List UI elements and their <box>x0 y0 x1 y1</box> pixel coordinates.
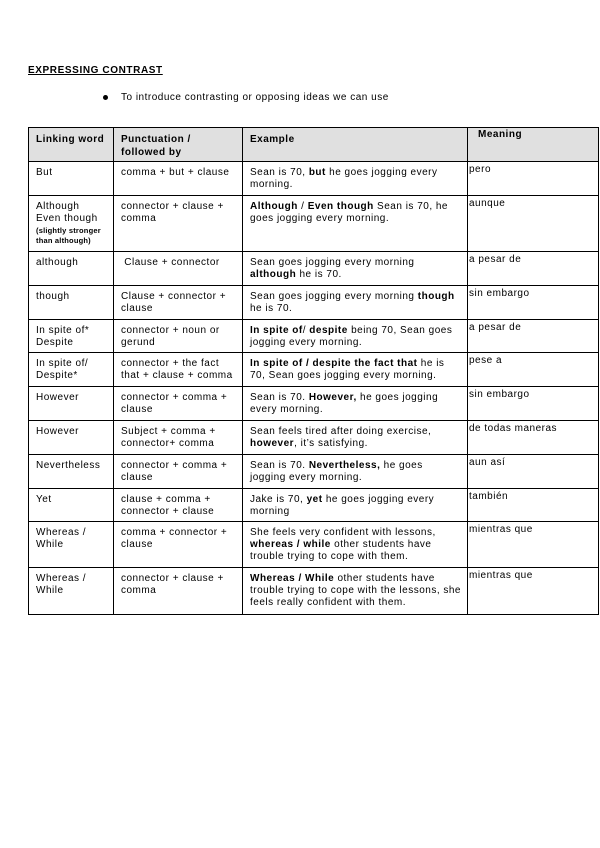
punctuation-text: connector + noun or gerund <box>121 325 224 348</box>
punctuation-cell <box>114 286 243 320</box>
example-text: / <box>302 325 310 336</box>
example-line <box>250 201 465 213</box>
punctuation-text: connector + comma + clause <box>121 392 231 415</box>
linking-word: Even though <box>36 213 98 224</box>
example-cell <box>243 522 468 568</box>
example-text: he is <box>417 358 445 369</box>
punctuation-text: connector + clause + comma <box>121 201 228 224</box>
table-row <box>29 568 599 615</box>
linking-word-cell <box>29 489 114 522</box>
table-row <box>29 489 599 522</box>
linking-word-cell <box>29 286 114 320</box>
example-line <box>250 213 465 225</box>
contrast-table <box>28 127 599 615</box>
meaning-cell <box>468 489 599 522</box>
example-text: he goes jogging <box>356 392 439 403</box>
punctuation-text: connector + the fact that + clause + comma <box>121 358 233 381</box>
linking-word-cell <box>29 252 114 286</box>
meaning-text: a pesar de <box>469 254 522 265</box>
example-keyword: In spite of / despite the fact that <box>250 358 418 369</box>
example-keyword: though <box>417 291 455 302</box>
example-line <box>250 303 465 315</box>
punctuation-cell <box>114 252 243 286</box>
meaning-text: de todas maneras <box>469 423 558 434</box>
linking-word: Yet <box>36 494 52 505</box>
example-keyword: However, <box>308 392 357 403</box>
linking-word: Nevertheless <box>36 460 101 471</box>
meaning-cell <box>468 455 599 489</box>
example-line <box>250 167 465 179</box>
meaning-text: a pesar de <box>469 322 522 333</box>
linking-word: However <box>36 392 79 403</box>
punctuation-cell <box>114 320 243 353</box>
punctuation-cell <box>114 353 243 387</box>
linking-word: In spite of* <box>36 325 90 336</box>
linking-word-cell <box>29 421 114 455</box>
example-line <box>250 370 465 382</box>
linking-word: though <box>36 291 70 302</box>
example-text: jogging every morning. <box>250 337 363 348</box>
meaning-text: pese a <box>469 355 503 366</box>
example-line <box>250 269 465 281</box>
linking-word: However <box>36 426 79 437</box>
punctuation-text: comma + connector + clause <box>121 527 231 550</box>
punctuation-cell <box>114 387 243 421</box>
example-line <box>250 358 465 370</box>
example-line <box>250 337 465 349</box>
example-text: Sean goes jogging every morning <box>250 291 418 302</box>
example-keyword: but <box>308 167 326 178</box>
linking-word-cell <box>29 353 114 387</box>
meaning-cell <box>468 522 599 568</box>
header-meaning: Meaning <box>468 128 599 162</box>
example-cell <box>243 568 468 615</box>
example-text: Sean feels tired after doing exercise, <box>250 426 432 437</box>
table-header <box>29 128 599 162</box>
example-keyword: Although <box>250 201 298 212</box>
meaning-text: sin embargo <box>469 389 530 400</box>
table-row <box>29 320 599 353</box>
example-line <box>250 585 465 597</box>
example-text: goes jogging every morning. <box>250 213 390 224</box>
example-keyword: whereas / while <box>250 539 331 550</box>
example-line <box>250 527 465 539</box>
meaning-cell <box>468 286 599 320</box>
example-line <box>250 472 465 484</box>
meaning-text: mientras que <box>469 570 533 581</box>
table-row <box>29 522 599 568</box>
example-text: jogging every morning. <box>250 472 363 483</box>
example-cell <box>243 252 468 286</box>
example-text: / <box>297 201 308 212</box>
meaning-cell <box>468 568 599 615</box>
punctuation-text: comma + but + clause <box>121 167 230 178</box>
example-line <box>250 494 465 506</box>
meaning-text: también <box>469 491 509 502</box>
linking-word-cell <box>29 522 114 568</box>
example-text: Sean goes jogging every morning <box>250 257 415 268</box>
meaning-cell <box>468 162 599 196</box>
punctuation-cell <box>114 162 243 196</box>
table-row <box>29 455 599 489</box>
example-cell <box>243 489 468 522</box>
linking-word-cell <box>29 455 114 489</box>
example-text: morning. <box>250 179 293 190</box>
example-line <box>250 325 465 337</box>
table-header-row <box>29 128 599 162</box>
example-cell <box>243 353 468 387</box>
meaning-text: sin embargo <box>469 288 530 299</box>
punctuation-cell <box>114 455 243 489</box>
punctuation-text: connector + clause + comma <box>121 573 228 596</box>
linking-word: Despite* <box>36 370 78 381</box>
header-linking-word: Linking word <box>29 128 114 162</box>
example-text: Sean is 70. <box>250 392 309 403</box>
example-text: he is 70. <box>250 303 293 314</box>
example-text: , it’s satisfying. <box>294 438 368 449</box>
linking-word-cell <box>29 568 114 615</box>
punctuation-text: clause + comma + connector + clause <box>121 494 215 517</box>
example-keyword: although <box>250 269 297 280</box>
example-text: Jake is 70, <box>250 494 307 505</box>
table-row <box>29 252 599 286</box>
linking-word: Although <box>36 201 80 212</box>
intro-text: To introduce contrasting or opposing ideas we can use <box>121 92 389 103</box>
example-keyword: however <box>250 438 295 449</box>
meaning-cell <box>468 353 599 387</box>
linking-word: While <box>36 585 64 596</box>
linking-word: although <box>36 257 79 268</box>
example-keyword: Nevertheless, <box>308 460 381 471</box>
punctuation-cell <box>114 489 243 522</box>
example-text: he goes jogging every <box>322 494 435 505</box>
example-line <box>250 539 465 551</box>
punctuation-text: Subject + comma + connector+ comma <box>121 426 219 449</box>
example-text: 70, Sean goes jogging every morning. <box>250 370 437 381</box>
example-cell <box>243 162 468 196</box>
example-keyword: In spite of <box>250 325 303 336</box>
punctuation-cell <box>114 522 243 568</box>
example-line <box>250 438 465 450</box>
example-text: Sean is 70. <box>250 460 309 471</box>
linking-word: While <box>36 539 64 550</box>
meaning-cell <box>468 252 599 286</box>
page-title: EXPRESSING CONTRAST <box>28 65 163 76</box>
example-text: Sean is 70, he <box>373 201 448 212</box>
table-row <box>29 353 599 387</box>
example-cell <box>243 387 468 421</box>
bullet-icon <box>103 95 108 100</box>
header-example: Example <box>243 128 468 162</box>
example-line <box>250 597 465 609</box>
linking-word: In spite of/ <box>36 358 89 369</box>
linking-word: Whereas / <box>36 527 87 538</box>
meaning-text: aun así <box>469 457 506 468</box>
punctuation-text: Clause + connector + clause <box>121 291 230 314</box>
punctuation-cell <box>114 421 243 455</box>
punctuation-text: connector + comma + clause <box>121 460 231 483</box>
linking-word-cell <box>29 196 114 252</box>
linking-word-cell <box>29 387 114 421</box>
example-line <box>250 551 465 563</box>
example-line <box>250 291 465 303</box>
example-text: every morning. <box>250 404 324 415</box>
example-text: he goes jogging every <box>325 167 438 178</box>
example-text: trouble trying to cope with them. <box>250 551 409 562</box>
table-row <box>29 286 599 320</box>
example-line <box>250 506 465 518</box>
example-text: he is 70. <box>296 269 342 280</box>
example-line <box>250 392 465 404</box>
linking-word: Whereas / <box>36 573 87 584</box>
meaning-cell <box>468 320 599 353</box>
table-row <box>29 162 599 196</box>
example-text: other students have <box>330 539 432 550</box>
example-text: morning <box>250 506 290 517</box>
header-punctuation: Punctuation / followed by <box>114 128 243 162</box>
linking-word-cell <box>29 162 114 196</box>
linking-word-cell <box>29 320 114 353</box>
meaning-text: pero <box>469 164 492 175</box>
meaning-text: aunque <box>469 198 506 209</box>
table-row <box>29 421 599 455</box>
example-text: other students have <box>334 573 435 584</box>
punctuation-text: Clause + connector <box>121 257 220 268</box>
example-keyword: despite <box>309 325 348 336</box>
meaning-cell <box>468 387 599 421</box>
punctuation-cell <box>114 196 243 252</box>
example-text: he goes <box>380 460 423 471</box>
usage-note: (slightly stronger than although) <box>36 226 101 245</box>
example-line <box>250 404 465 416</box>
example-text: Sean is 70, <box>250 167 309 178</box>
example-keyword: Whereas / While <box>250 573 335 584</box>
meaning-cell <box>468 421 599 455</box>
example-text: She feels very confident with lessons, <box>250 527 436 538</box>
punctuation-cell <box>114 568 243 615</box>
example-keyword: Even though <box>307 201 374 212</box>
example-line <box>250 426 465 438</box>
linking-word: Despite <box>36 337 74 348</box>
meaning-cell <box>468 196 599 252</box>
example-cell <box>243 455 468 489</box>
example-cell <box>243 286 468 320</box>
table-row <box>29 196 599 252</box>
linking-word: But <box>36 167 53 178</box>
example-cell <box>243 320 468 353</box>
example-line <box>250 179 465 191</box>
example-keyword: yet <box>306 494 323 505</box>
example-cell <box>243 421 468 455</box>
table-body <box>29 162 599 615</box>
meaning-text: mientras que <box>469 524 533 535</box>
example-line <box>250 460 465 472</box>
example-line <box>250 257 465 269</box>
example-cell <box>243 196 468 252</box>
example-text: trouble trying to cope with the lessons, she <box>250 585 461 596</box>
example-text: being 70, Sean goes <box>347 325 453 336</box>
example-text: feels really confident with them. <box>250 597 407 608</box>
example-line <box>250 573 465 585</box>
table-row <box>29 387 599 421</box>
